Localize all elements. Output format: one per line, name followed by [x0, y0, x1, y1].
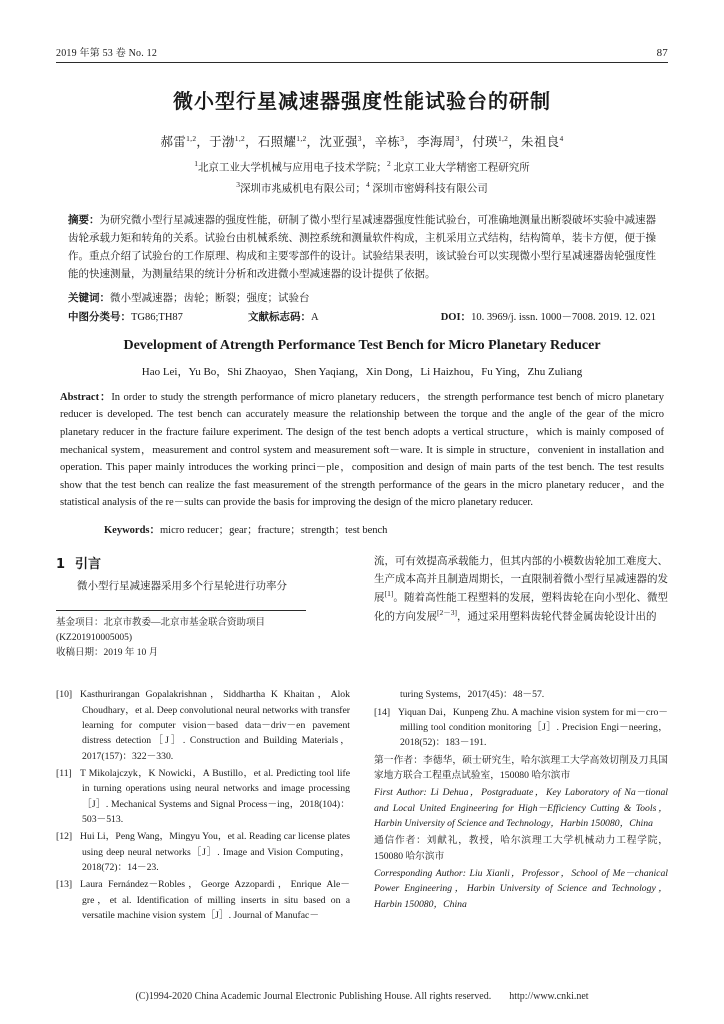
keywords-cn-label: 关键词： — [68, 292, 110, 304]
doc-code-field — [248, 309, 398, 324]
page-number: 87 — [656, 47, 668, 59]
author-list-cn: 郝雷$^{1,2}$，于渤$^{1,2}$，石照耀$^{1,2}$，沈亚强$^3$，辛栋$^3$，李海周$^3$，付瑛$^{1,2}$，朱祖良$^4$ — [160, 133, 564, 149]
reference-text: Laura Fernández－Robles，George Azzopardi，Enrique Ale－gre，et al. Identification of milling inserts in situ based on a versatile machine vision system［J］. Journal of Manufac－ — [80, 879, 350, 921]
running-head — [56, 0, 668, 59]
body-paragraph-right: 流，可有效提高承载能力，但其内部的小模数齿轮加工难度大、生产成本高并且制造周期长，一直限制着微小型行星减速器的发展[1]。随着高性能工程塑料的发展，塑料齿轮在向小型化、微型化的方向发展[2－3]，通过采用塑料齿轮代替金属齿轮设计出的 — [374, 556, 669, 623]
doc-code-value: A — [311, 311, 319, 323]
clc-value: TG86;TH87 — [131, 311, 183, 323]
references-section — [56, 687, 668, 925]
publisher-url: http://www.cnki.net — [509, 991, 589, 1002]
section-title: 引言 — [75, 557, 102, 573]
reference-text: Hui Li，Peng Wang，Mingyu You，et al. Reading car license plates using deep neural networks［J］. Image and Vision Computing，2018(72)：14－23. — [80, 831, 350, 873]
keywords-en — [56, 522, 668, 537]
reference-item — [56, 766, 350, 827]
author-bio-cn-corresponding: 通信作者：刘献礼，教授，哈尔滨理工大学机械动力工程学院，150080 哈尔滨市 — [374, 835, 668, 862]
doi-label: DOI： — [440, 311, 472, 323]
affiliation-2: $^3$深圳市兆威机电有限公司；$^4$ 深圳市密姆科技有限公司 — [236, 179, 488, 195]
clc-field — [68, 309, 248, 324]
author-bio-cn-first: 第一作者：李德华，硕士研究生，哈尔滨理工大学高效切削及刀具国家地方联合工程重点试验室，150080 哈尔滨市 — [374, 754, 668, 781]
body-columns — [56, 553, 668, 661]
keywords-cn — [56, 290, 668, 305]
keywords-en-text: micro reducer；gear；fracture；strength；test bench — [160, 525, 388, 537]
section-number: 1 — [56, 557, 66, 573]
author-bio-en-corresponding: Corresponding Author: Liu Xianli，Professor，School of Me－chanical Power Engineering，Harbin University of Science and Technology，Harbin 150080，China — [374, 867, 668, 910]
footnote-date: 收稿日期：2019 年 10 月 — [56, 648, 159, 659]
reference-text: T Mikolajczyk，K Nowicki，A Bustillo，et al. Predicting tool life in turning operations using neural networks and image processing［J］. Mechanical Systems and Signal Process－ing，2018(104)：503－513. — [80, 767, 350, 825]
reference-number: [10] — [56, 689, 73, 701]
page-title-en: Development of Atrength Performance Test Bench for Micro Planetary Reducer — [123, 337, 601, 353]
doc-code-label: 文献标志码： — [248, 311, 311, 323]
reference-number: [12] — [56, 831, 73, 843]
section-heading — [56, 553, 350, 572]
footer — [0, 991, 724, 1002]
reference-text: Yiquan Dai，Kunpeng Zhu. A machine vision system for mi－cro－milling tool condition monitoring［J］. Precision Engi－neering，2018(52)：183－191. — [398, 706, 668, 749]
page-title: 微小型行星减速器强度性能试验台的研制 — [173, 89, 551, 113]
reference-item — [56, 829, 350, 875]
running-head-left: 2019 年第 53 卷 No. 12 — [56, 48, 158, 59]
reference-number: [11] — [56, 767, 72, 779]
affiliation-1: $^1$北京工业大学机械与应用电子技术学院；$^2$ 北京工业大学精密工程研究所 — [194, 159, 530, 174]
reference-item — [56, 877, 350, 923]
doi-value: 10. 3969/j. issn. 1000－7008. 2019. 12. 021 — [471, 311, 656, 323]
header-divider — [56, 62, 668, 63]
doi-field — [398, 309, 656, 324]
body-paragraph-left: 微小型行星减速器采用多个行星轮进行功率分 — [77, 581, 287, 593]
abstract-en-text: In order to study the strength performance of micro planetary reducers，the strength performance test bench of micro planetary reducer is developed. The test bench can accurately measure the relationship between the torque and the angle of the gear of the micro planetary reducer in the fracture failure experiment. The design of the test bench adopts a vertical structure，which is mainly composed of mechanical system，measurement and control system and measurement soft－ware. It is simple in structure，convenient in installation and operation. This paper mainly introduces the working princi－ple，composition and design of main parts of the test bench. The test results show that the test bench can realize the fast measurement of the strength performance of the gears in the micro planetary reducer，and the statistical analysis of the re－sults can provide the basis for improving the design of the micro planetary reducer. — [60, 391, 664, 509]
references-column-right — [374, 687, 668, 925]
reference-text: Kasthurirangan Gopalakrishnan，Siddhartha K Khaitan，Alok Choudhary，et al. Deep convolutional neural networks with transfer learning for computer vision－based data－driv－en pavement distress detection［J］. Construction and Building Materials，2017(157)：322－330. — [80, 689, 350, 762]
footnote-fund: 基金项目：北京市教委—北京市基金联合资助项目(KZ201910005005) — [56, 617, 266, 643]
copyright-text: (C)1994-2020 China Academic Journal Electronic Publishing House. All rights reserved. — [135, 991, 492, 1002]
reference-item — [374, 705, 668, 751]
reference-number: [13] — [56, 879, 73, 891]
body-column-right — [374, 553, 668, 661]
abstract-cn — [56, 212, 668, 284]
reference-item — [56, 687, 350, 764]
keywords-cn-text: 微小型减速器；齿轮；断裂；强度；试验台 — [110, 292, 310, 304]
keywords-en-label: Keywords： — [104, 525, 160, 537]
body-column-left — [56, 553, 350, 661]
reference-continuation: turing Systems，2017(45)：48－57. — [400, 689, 545, 701]
reference-number: [14] — [374, 706, 391, 718]
author-list-en: Hao Lei，Yu Bo，Shi Zhaoyao，Shen Yaqiang，Xin Dong，Li Haizhou，Fu Ying，Zhu Zuliang — [141, 365, 583, 378]
clc-label: 中图分类号： — [68, 311, 131, 323]
author-bio-en-first: First Author: Li Dehua，Postgraduate，Key Laboratory of Na－tional and Local United Engineering for High－Efficiency Cutting & Tools，Harbin University of Science and Technology，Harbin 150080，China — [374, 787, 668, 829]
footnote-block — [56, 610, 306, 662]
abstract-en — [56, 389, 668, 512]
classification-row — [56, 309, 668, 324]
abstract-en-label: Abstract： — [60, 391, 112, 403]
abstract-cn-label: 摘要： — [68, 214, 100, 226]
abstract-cn-text: 为研究微小型行星减速器的强度性能，研制了微小型行星减速器强度性能试验台，可准确地测量出断裂破坏实验中减速器齿轮承载力矩和转角的关系。试验台由机械系统、测控系统和测量软件构成，主机采用立式结构，结构简单，装卡方便，便于操作。重点介绍了试验台的工作原理、构成和主要零部件的设计。试验结果表明，该试验台可以实现微小型行星减速器齿轮强度性能的快速测量，为测量结果的统计分析和改进微小型减速器的设计提供了依据。 — [68, 214, 656, 280]
references-column-left — [56, 687, 350, 925]
